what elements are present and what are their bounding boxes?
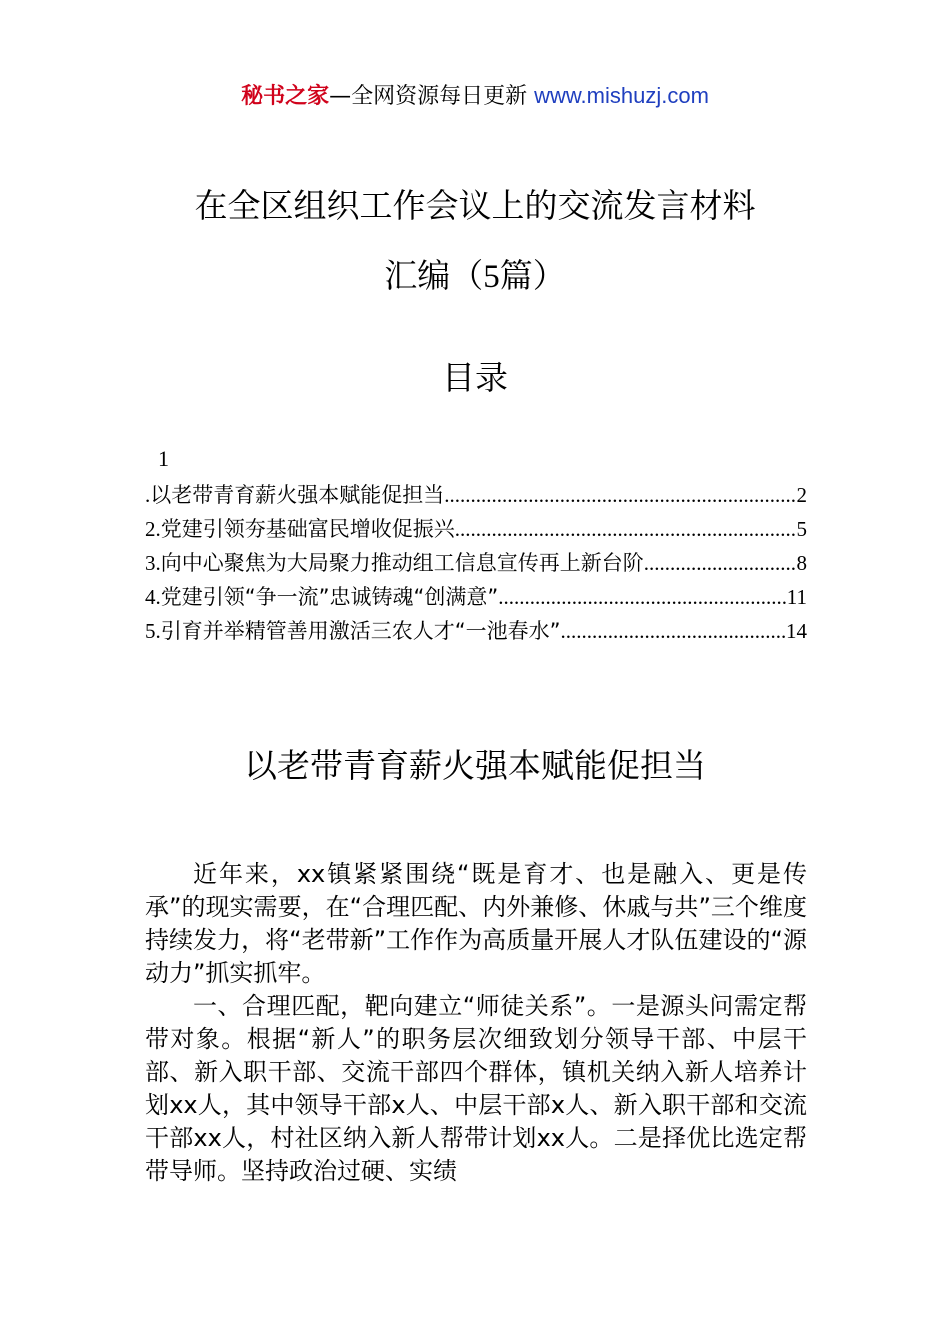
body-paragraph: 近年来，xx镇紧紧围绕“既是育才、也是融入、更是传承”的现实需要，在“合理匹配、内外兼修、休戚与共”三个维度持续发力，将“老带新”工作作为高质量开展人才队伍建设的“源动力”抓实抓牢。 (145, 860, 807, 987)
brand-name: 秘书之家 (241, 84, 330, 109)
section-title: 以老带青育薪火强本赋能促担当 (244, 746, 706, 785)
toc-item-number: 2. (145, 517, 161, 541)
toc-item-page: 5 (796, 517, 807, 541)
toc-item-3[interactable] (145, 546, 807, 580)
toc-leader-dots (498, 580, 786, 614)
toc-item-page: 11 (786, 585, 807, 609)
title-count: 5 (483, 259, 500, 295)
toc-heading: 目录 (442, 358, 508, 397)
toc-item-number: 4. (145, 585, 161, 609)
toc-item-2[interactable] (145, 512, 807, 546)
toc-item-label: 引育并举精管善用激活三农人才“一池春水” (160, 619, 561, 643)
toc-item-label: 党建引领“争一流”忠诚铸魂“创满意” (160, 585, 499, 609)
toc-item-4[interactable] (145, 580, 807, 614)
toc-item-page: 8 (796, 551, 807, 575)
toc-item-page: 14 (786, 619, 807, 643)
title-prefix: 汇编（ (384, 256, 484, 295)
toc-leader-dots (444, 478, 796, 512)
table-of-contents (145, 478, 807, 648)
toc-item-page: 2 (796, 483, 807, 507)
toc-item-number: . (145, 483, 151, 507)
document-title-line2 (0, 250, 950, 297)
toc-item-label: 向中心聚焦为大局聚力推动组工信息宣传再上新台阶 (160, 551, 644, 575)
title-suffix: 篇） (499, 256, 566, 295)
toc-item-number: 5. (145, 619, 161, 643)
site-url-link[interactable]: www.mishuzj.com (534, 83, 709, 108)
toc-first-number: 1 (158, 446, 169, 471)
toc-item-label: 以老带青育薪火强本赋能促担当 (150, 483, 445, 507)
toc-item-label: 党建引领夯基础富民增收促振兴 (160, 517, 455, 541)
toc-item-5[interactable] (145, 614, 807, 648)
header-tagline: —全网资源每日更新 (329, 84, 528, 109)
toc-item-1[interactable] (145, 478, 807, 512)
document-title-line1: 在全区组织工作会议上的交流发言材料 (194, 186, 756, 225)
toc-item-number: 3. (145, 551, 161, 575)
body-paragraph: 一、合理匹配，靶向建立“师徒关系”。一是源头问需定帮带对象。根据“新人”的职务层次细致划分领导干部、中层干部、新入职干部、交流干部四个群体，镇机关纳入新人培养计划xx人，其中领导干部x人、中层干部x人、新入职干部和交流干部xx人，村社区纳入新人帮带计划xx人。二是择优比选定帮带导师。坚持政治过硬、实绩 (145, 992, 807, 1185)
toc-leader-dots (455, 512, 797, 546)
site-header (0, 80, 950, 113)
section-body (145, 858, 807, 1188)
toc-leader-dots (644, 546, 797, 580)
toc-leader-dots (561, 614, 786, 648)
